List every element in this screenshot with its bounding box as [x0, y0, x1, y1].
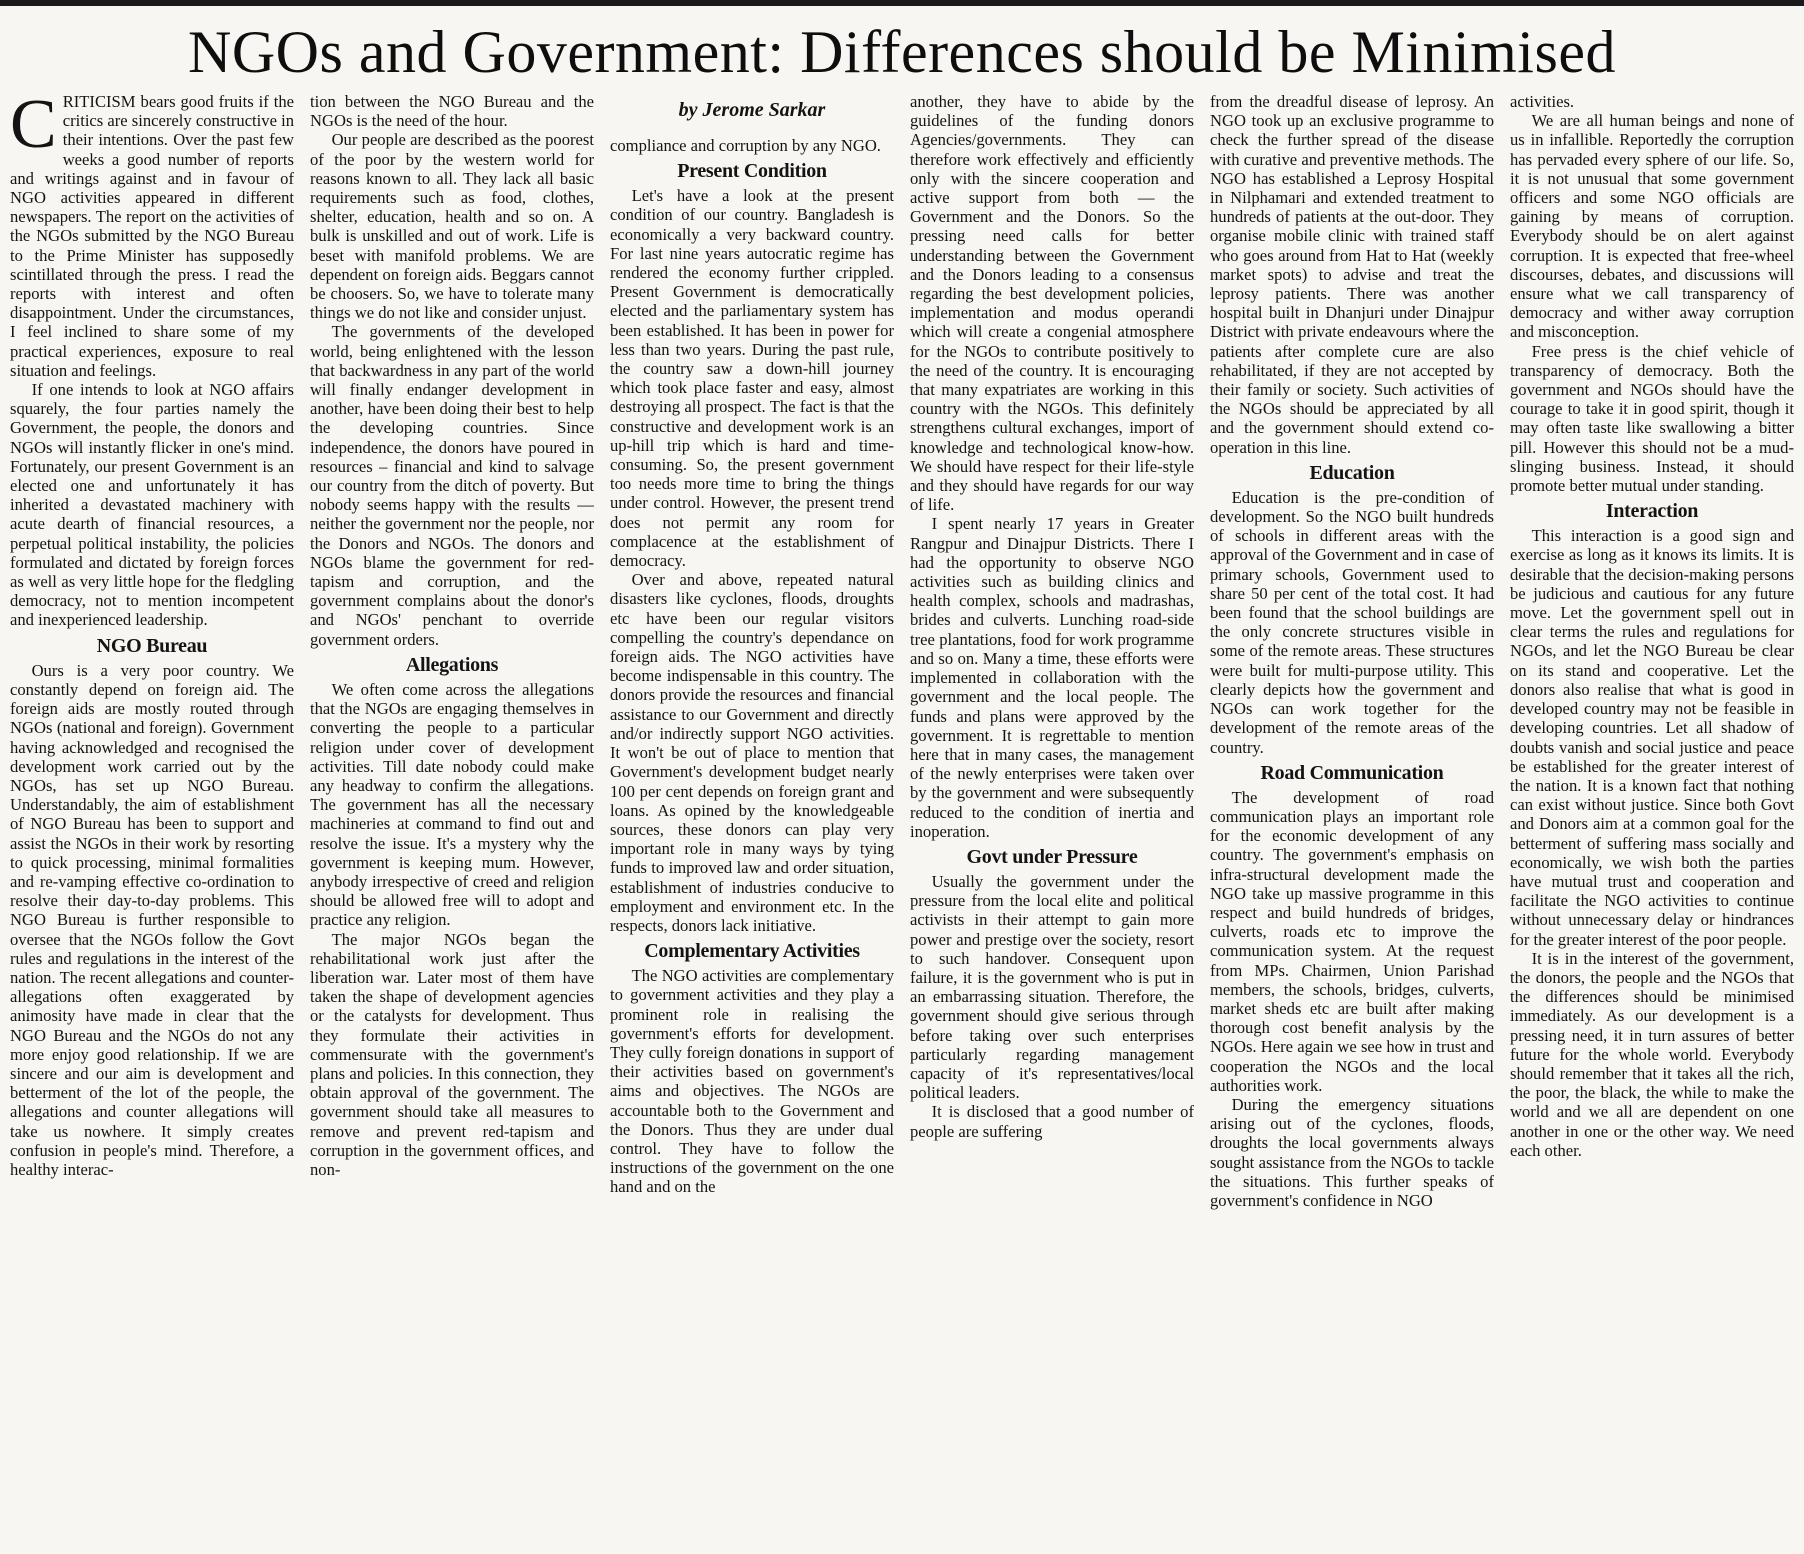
section-heading: Present Condition [677, 160, 827, 183]
paragraph: We are all human beings and none of us in infallible. Reportedly the corruption has pervaded every sphere of our life. So, it is not unusual that some government officers and some NGO officials are gaining by means of corruption. Everybody should be on alert against corruption. It is expected that free-wheel discourses, debates, and discussions will ensure what we call transparency of democracy and wither away corruption and misconception. [1510, 111, 1794, 342]
continued-paragraph: tion between the NGO Bureau and the NGOs is the need of the hour. [310, 92, 594, 131]
paragraph: Our people are described as the poorest of the poor by the western world for reasons known to all. They lack all basic requirements such as food, clothes, shelter, education, health and so on. A bulk is unskilled and out of work. Life is beset with manifold problems. We are dependent on foreign aids. Beggars cannot be choosers. So, we have to tolerate many things we do not like and consider unjust. [310, 130, 594, 323]
paragraph: It is disclosed that a good number of people are suffering [910, 1102, 1194, 1141]
column-2 [310, 92, 594, 1548]
paragraph: The governments of the developed world, being enlightened with the lesson that backwardness in any part of the world will finally endanger development in another, have been doing their best to help the developing countries. Since independence, the donors have poured in resources – financial and kind to salvage our country from the ditch of poverty. But nobody seems happy with the results — neither the government nor the people, nor the Donors and NGOs. The donors and NGOs blame the government for red-tapism and corruption, and the government complains about the donor's and NGOs' penchant to override government orders. [310, 322, 594, 649]
paragraph: Free press is the chief vehicle of transparency of democracy. Both the government and NGOs should have the courage to take it in good spirit, though it may often taste like swallowing a bitter pill. However this should not be a mud-slinging business. Instead, it should promote better mutual under standing. [1510, 341, 1794, 496]
paragraph: Let's have a look at the present condition of our country. Bangladesh is economically a very backward country. For last nine years autocratic regime has rendered the economy further crippled. Present Government is democratically elected and the parliamentary system has been established. It has been in power for less than two years. During the past rule, the country saw a down-hill journey which took place faster and easy, almost destroying all prospect. The fact is that the constructive and development work is an up-hill trip which is hard and time-consuming. So, the present government too needs more time to bring the things under control. However, the present trend does not permit any room for complacence at the establishment of democracy. [610, 186, 894, 571]
paragraph: The development of road communication plays an important role for the economic development of any country. The government's emphasis on infra-structural development made the NGO take up massive programme in this respect and build hundreds of bridges, culverts, roads etc to improve the communication system. At the request from MPs. Chairmen, Union Parishad members, the schools, bridges, culverts, market sheds etc are built after making thorough cost benefit analysis by the NGOs. Here again we see how in trust and cooperation the NGOs and the local authorities work. [1210, 787, 1494, 1095]
paragraph: If one intends to look at NGO affairs squarely, the four parties namely the Government, the people, the donors and NGOs will instantly flicker in one's mind. Fortunately, our present Government is an elected one and unfortunately it has inherited a devastated machinery with acute dearth of financial resources, a perpetual political instability, the policies formulated and dictated by foreign forces as well as very little hope for the fledgling democracy, not to mention incompetent and inexperienced leadership. [10, 380, 294, 630]
top-rule [0, 0, 1804, 6]
continued-paragraph: from the dreadful disease of leprosy. An NGO took up an exclusive programme to check the further spread of the disease with curative and preventive methods. The NGO has established a Leprosy Hospital in Nilphamari and extended treatment to hundreds of patients at the out-door. They organise mobile clinic with trained staff who goes around from Hat to Hat (weekly market spots) to advise and treat the leprosy patients. There was another hospital built in Dhanjuri under Dinajpur District with private endeavours where the patients after complete cure are also rehabilitated, if they are not accepted by their family or society. Such activities of the NGOs should be appreciated by all and the government should extend co-operation in this line. [1210, 92, 1494, 457]
paragraph-text: bears good fruits if the critics are sincerely constructive in their intentions. Over the past few weeks a good number of reports and writings against and in favour of NGO activities appeared in different newspapers. The report on the activities of the NGOs submitted by the NGO Bureau to the Prime Minister has supposedly scintillated through the press. I read the reports with interest and often disappointment. Under the circumstances, I feel inclined to share some of my practical experiences, exposure to real situation and feelings. [10, 92, 294, 380]
paragraph: Ours is a very poor country. We constantly depend on foreign aid. The foreign aids are mostly routed through NGOs (national and foreign). Government having acknowledged and recognised the development work carried out by the NGOs, has set up NGO Bureau. Understandably, the aim of establishment of NGO Bureau has been to support and assist the NGOs in their work by resorting to quick processing, minimal formalities and re-vamping effective co-ordination to resolve their day-to-day problems. This NGO Bureau is further responsible to oversee that the NGOs follow the Govt rules and regulations in the interest of the nation. The recent allegations and counter-allegations often exaggerated by animosity have made in clear that the NGO Bureau and the NGOs do not any more enjoy good relationship. If we are sincere and our aim is development and betterment of the lot of the people, the allegations and counter allegations will take us nowhere. It simply creates confusion in people's mind. Therefore, a healthy interac- [10, 660, 294, 1179]
drop-cap: C [10, 92, 57, 163]
paragraph: The NGO activities are complementary to government activities and they play a prominent role in realising the government's efforts for development. They cully foreign donations in support of their activities based on government's aims and objectives. The NGOs are accountable both to the Government and the Donors. Thus they are under dual control. They have to follow the instructions of the government on the one hand and on the [610, 966, 894, 1197]
section-heading: Road Communication [1260, 761, 1444, 784]
section-heading: Complementary Activities [644, 940, 860, 963]
lead-paragraph [10, 92, 294, 380]
article-columns [10, 92, 1794, 1548]
paragraph: Education is the pre-condition of development. So the NGO built hundreds of schools in different areas with the approval of the Government and in case of primary schools, Government used to share 50 per cent of the total cost. It had been found that the school buildings are the only concrete structures visible in some of the remote areas. These structures were built for multi-purpose utility. This clearly depicts how the government and NGOs can work together for the development of the remote areas of the country. [1210, 487, 1494, 757]
paragraph: This interaction is a good sign and exercise as long as it knows its limits. It is desirable that the decision-making persons be judicious and cautious for any future move. Let the government spell out in clear terms the rules and regulations for NGOs, and let the NGO Bureau be clear on its stand and cooperative. Let the donors also realise that what is good in developed country may not be feasible in developing countries. Let all shadow of doubts vanish and social justice and peace be established for the greater interest of the nation. It is a known fact that nothing can exist without justice. Since both Govt and Donors aim at a common goal for the betterment of suffering mass socially and economically, we wish both the parties have mutual trust and cooperation and facilitate the NGO activities to continue without unnecessary delay or hindrances for the greater interest of the poor people. [1510, 526, 1794, 949]
paragraph: It is in the interest of the government, the donors, the people and the NGOs that the differences should be minimised immediately. As our development is a pressing need, it in turn assures of better future for the whole world. Everybody should remember that it takes all the rich, the poor, the black, the while to make the world and we all are dependent on one another in one or the other way. We need each other. [1510, 948, 1794, 1160]
paragraph: During the emergency situations arising out of the cyclones, floods, droughts the local governments always sought assistance from the NGOs to tackle the situations. This further speaks of government's confidence in NGO [1210, 1094, 1494, 1210]
column-1 [10, 92, 294, 1548]
paragraph: We often come across the allegations that the NGOs are engaging themselves in converting the people to a particular religion under cover of development activities. Till date nobody could make any headway to confirm the allegations. The government has all the necessary machineries at command to find out and resolve the issue. It's a mystery why the government is keeping mum. However, anybody irrespective of creed and religion should be allowed free will to adopt and practice any religion. [310, 679, 594, 930]
column-4 [910, 92, 1194, 1548]
section-heading: Interaction [1605, 500, 1699, 523]
column-3 [610, 92, 894, 1548]
column-6 [1510, 92, 1794, 1548]
lead-word: RITICISM [62, 92, 136, 111]
continued-paragraph: compliance and corruption by any NGO. [610, 136, 881, 155]
section-heading: Allegations [405, 653, 499, 676]
paragraph: Usually the government under the pressure from the local elite and political activists in their attempt to gain more power and prestige over the society, resort to such handover. Consequent upon failure, it is the government who is put in an embarrassing situation. Therefore, the government should give serious through before taking over such enterprises particularly regarding management capacity of it's representatives/local political leaders. [910, 871, 1194, 1103]
section-heading: NGO Bureau [96, 634, 208, 657]
continued-paragraph: another, they have to abide by the guidelines of the funding donors Agencies/governments. They can therefore work effectively and efficiently only with the sincere cooperation and active support from both — the Government and the Donors. So the pressing need calls for better understanding between the Government and the Donors leading to a consensus regarding the best development policies, implementation and modus operandi which will create a congenial atmosphere for the NGOs to contribute positively to the need of the country. It is encouraging that many expatriates are working in this country with the NGOs. This definitely strengthens cultural exchanges, import of knowledge and technological know-how. We should have respect for their life-style and they should have regards for our way of life. [910, 92, 1194, 515]
column-5 [1210, 92, 1494, 1548]
continued-paragraph: activities. [1510, 92, 1575, 111]
headline: NGOs and Government: Differences should be Minimised [188, 19, 1616, 85]
paragraph: I spent nearly 17 years in Greater Rangpur and Dinajpur Districts. There I had the opportunity to observe NGO activities such as building clinics and health complex, schools and madrashas, brides and culverts. Lunching road-side tree plantations, food for work programme and so on. Many a time, these efforts were implemented in collaboration with the government and the local people. The funds and plans were approved by the government. It is regrettable to mention here that in many cases, the management of the newly enterprises were taken over by the government and were subsequently reduced to the condition of inertia and inoperation. [910, 514, 1194, 841]
paragraph: Over and above, repeated natural disasters like cyclones, floods, droughts etc have been our regular visitors compelling the country's dependance on foreign aids. The NGO activities have become indispensable in this country. The donors provide the resources and financial assistance to our Government and directly and/or indirectly support NGO activities. It won't be out of place to mention that Government's development budget nearly 100 per cent depends on foreign grant and loans. As opined by the knowledgeable sources, these donors can play very important role in many ways by tying funds to improved law and order situation, establishment of industries conducive to employment and environment etc. In the respects, donors lack initiative. [610, 570, 894, 935]
section-heading: Education [1309, 461, 1395, 484]
section-heading: Govt under Pressure [966, 845, 1138, 868]
paragraph: The major NGOs began the rehabilitational work just after the liberation war. Later most of them have taken the shape of development agencies or the catalysts for development. Thus they formulate their activities in commensurate with the government's plans and policies. In this connection, they obtain approval of the government. The government should take all measures to remove and prevent red-tapism and corruption in the government offices, and non- [310, 929, 594, 1179]
byline: by Jerome Sarkar [678, 99, 826, 121]
